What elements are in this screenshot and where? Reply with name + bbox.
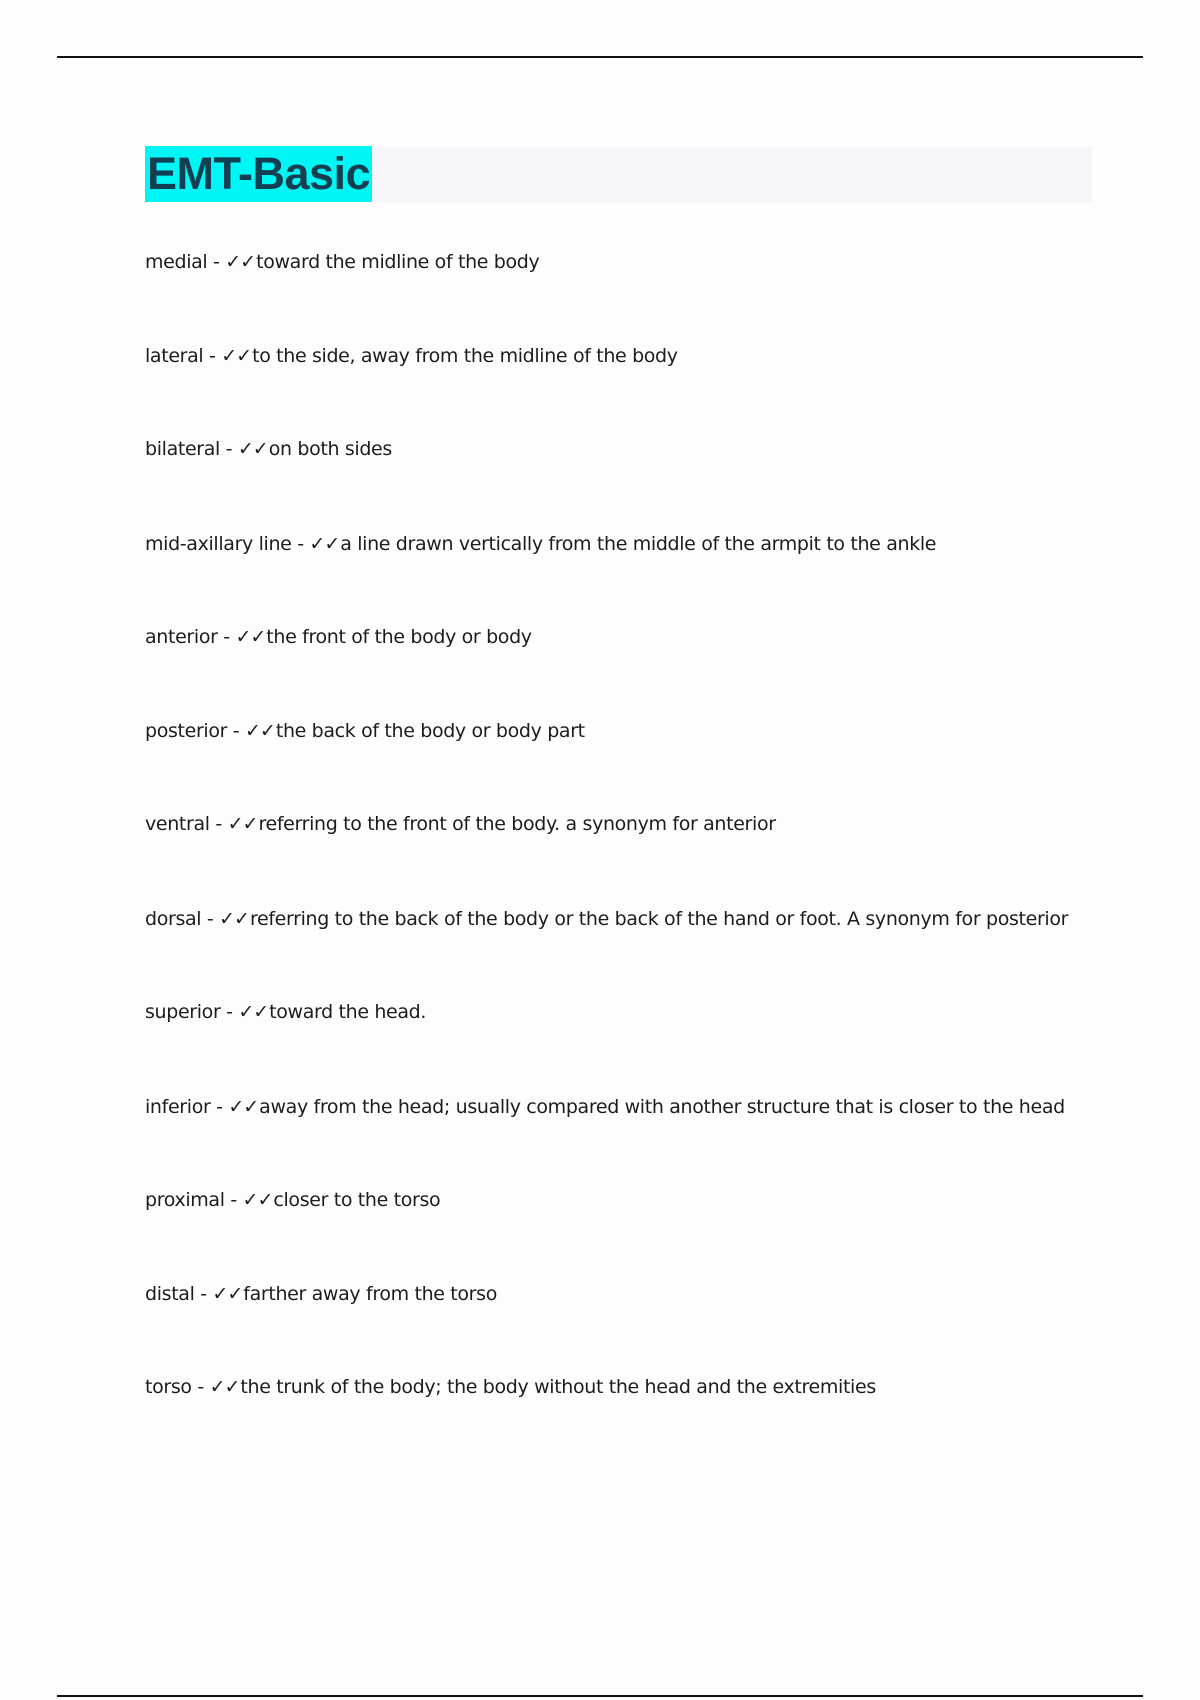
double-check-icon: ✓✓ [221,345,252,367]
separator: - [227,720,245,742]
definition: the front of the body or body [266,626,532,648]
separator: - [203,345,222,367]
separator: - [291,533,310,555]
separator: - [191,1376,210,1398]
double-check-icon: ✓✓ [242,1189,273,1211]
double-check-icon: ✓✓ [245,720,275,742]
term: posterior [145,720,228,742]
separator: - [219,438,238,460]
term: medial [145,251,208,273]
separator: - [209,813,228,835]
term-entry-bilateral [145,436,392,462]
term-entry-torso [145,1374,876,1400]
document-title: EMT-Basic [145,146,372,202]
term-entry-ventral [145,811,776,837]
term-entry-mid-axillary-line [145,531,936,557]
term-entry-posterior [145,718,585,744]
definition: the trunk of the body; the body without the head and the extremities [240,1376,876,1398]
double-check-icon: ✓✓ [227,813,258,835]
double-check-icon: ✓✓ [212,1283,243,1305]
term-entry-anterior [145,624,532,650]
definition: toward the head. [269,1001,427,1023]
term: bilateral [145,438,220,460]
definition: referring to the back of the body or the back of the hand or foot. A synonym for posterior [249,908,1069,930]
separator: - [194,1283,213,1305]
term: ventral [145,813,210,835]
double-check-icon: ✓✓ [237,438,268,460]
definition: to the side, away from the midline of the body [252,345,678,367]
separator: - [201,908,220,930]
definition: referring to the front of the body. a synonym for anterior [258,813,776,835]
separator: - [210,1096,229,1118]
double-check-icon: ✓✓ [228,1096,259,1118]
term: inferior [145,1096,211,1118]
term-entry-superior [145,999,426,1025]
definition: the back of the body or body part [275,720,585,742]
top-rule [57,56,1143,58]
definition: a line drawn vertically from the middle of the armpit to the ankle [340,533,937,555]
separator: - [217,626,236,648]
definition: toward the midline of the body [256,251,540,273]
term: proximal [145,1189,225,1211]
term: dorsal [145,908,202,930]
double-check-icon: ✓✓ [238,1001,269,1023]
double-check-icon: ✓✓ [209,1376,240,1398]
definition: closer to the torso [273,1189,441,1211]
double-check-icon: ✓✓ [235,626,266,648]
term: anterior [145,626,218,648]
term-entry-dorsal [145,906,1068,932]
term-entry-lateral [145,343,678,369]
separator: - [207,251,226,273]
separator: - [220,1001,239,1023]
term: torso [145,1376,192,1398]
term: mid-axillary line [145,533,292,555]
term: superior [145,1001,221,1023]
definition: away from the head; usually compared with another structure that is closer to the head [259,1096,1065,1118]
separator: - [224,1189,243,1211]
double-check-icon: ✓✓ [309,533,340,555]
term-entry-proximal [145,1187,440,1213]
term-entry-distal [145,1281,497,1307]
term: lateral [145,345,204,367]
definition: on both sides [268,438,392,460]
term-entry-medial [145,249,539,275]
double-check-icon: ✓✓ [225,251,256,273]
term: distal [145,1283,195,1305]
definition: farther away from the torso [243,1283,497,1305]
bottom-rule [57,1695,1143,1697]
double-check-icon: ✓✓ [219,908,249,930]
term-entry-inferior [145,1094,1065,1120]
